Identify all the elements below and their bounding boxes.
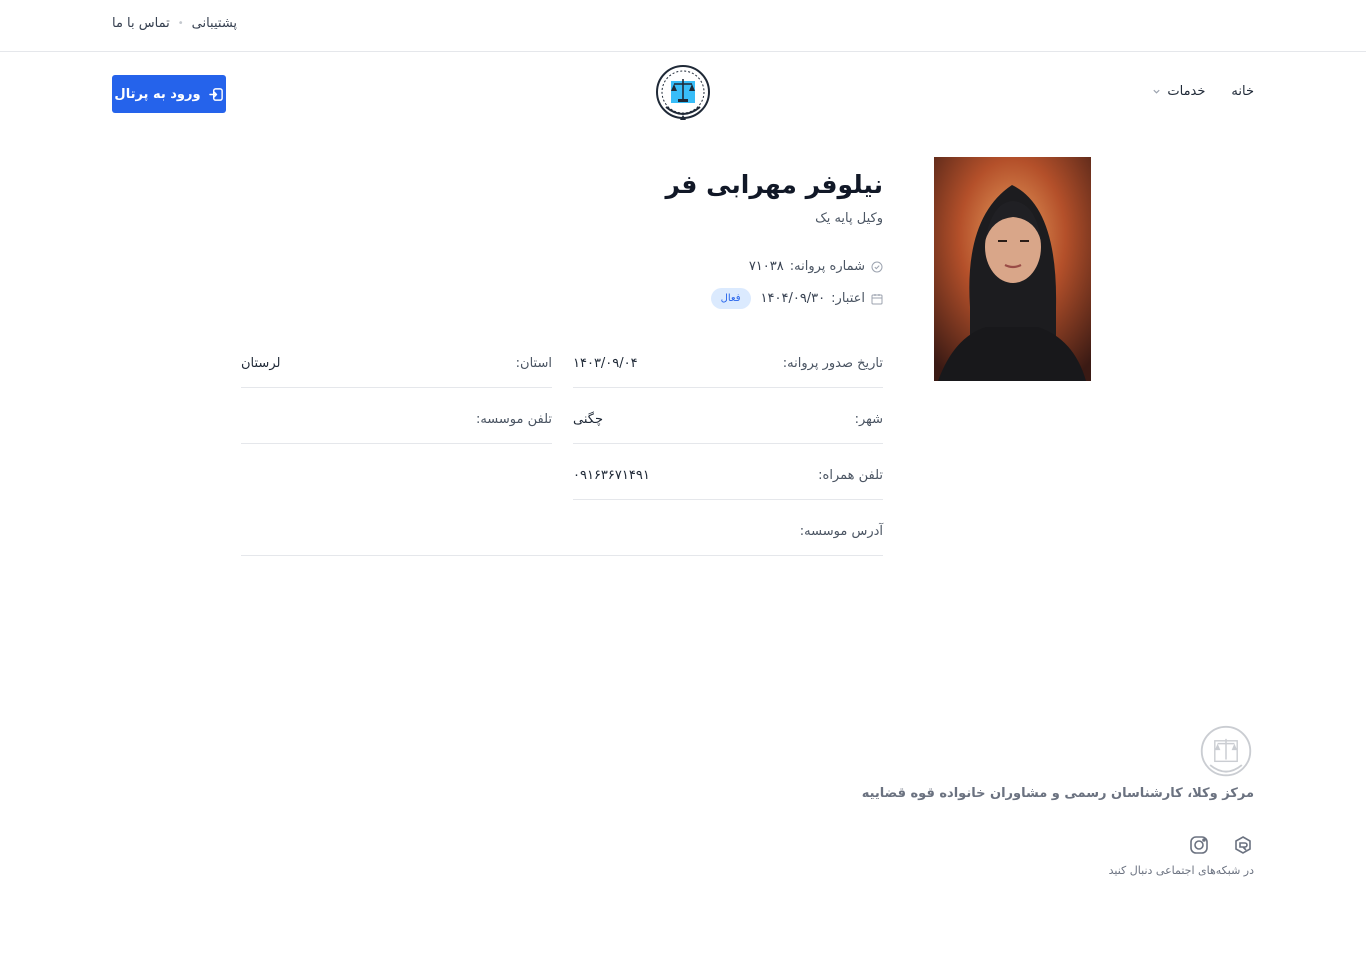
city-value: چگنی	[573, 412, 603, 427]
field-address	[241, 500, 883, 556]
mobile-label: تلفن همراه:	[818, 468, 883, 483]
contact-link[interactable]: تماس با ما	[112, 16, 170, 31]
separator-dot: •	[177, 18, 184, 29]
status-badge: فعال	[711, 288, 751, 309]
calendar-icon	[871, 293, 883, 305]
field-province	[241, 332, 552, 388]
mobile-value: ۰۹۱۶۳۶۷۱۴۹۱	[573, 468, 650, 483]
lawyer-name: نیلوفر مهرابی فر	[665, 170, 883, 199]
field-issue-date	[573, 332, 883, 388]
validity-date: ۱۴۰۴/۰۹/۳۰	[760, 291, 826, 306]
top-links	[112, 16, 237, 31]
chevron-down-icon	[1152, 87, 1161, 96]
top-bar	[0, 0, 1366, 52]
portal-login-button[interactable]	[112, 75, 226, 113]
judiciary-logo[interactable]	[654, 63, 712, 123]
nav-services-label: خدمات	[1167, 84, 1206, 99]
field-city	[573, 388, 883, 444]
address-label: آدرس موسسه:	[799, 524, 883, 539]
lawyer-photo	[934, 157, 1091, 381]
validity-row	[711, 288, 883, 309]
province-label: استان:	[515, 356, 552, 371]
province-value: لرستان	[241, 356, 281, 371]
social-links	[1188, 834, 1254, 856]
nav-services[interactable]	[1152, 84, 1205, 99]
portal-button-label: ورود به پرتال	[114, 86, 201, 102]
issue-date-value: ۱۴۰۳/۰۹/۰۴	[573, 356, 638, 371]
footer-title: مرکز وکلا، کارشناسان رسمی و مشاوران خانواده قوه قضاییه	[861, 786, 1254, 801]
login-icon	[209, 87, 224, 102]
instagram-icon[interactable]	[1188, 834, 1210, 856]
rubika-icon[interactable]	[1232, 834, 1254, 856]
check-circle-icon	[871, 261, 883, 273]
license-row	[749, 259, 883, 274]
footer-logo	[1198, 724, 1254, 780]
main-nav	[1152, 84, 1254, 99]
license-label: شماره پروانه:	[789, 259, 865, 274]
issue-date-label: تاریخ صدور پروانه:	[782, 356, 883, 371]
field-office-phone	[241, 388, 552, 444]
nav-home[interactable]: خانه	[1231, 84, 1254, 99]
support-link[interactable]: پشتیبانی	[191, 16, 238, 31]
city-label: شهر:	[854, 412, 883, 427]
license-number: ۷۱۰۳۸	[748, 259, 784, 274]
lawyer-rank: وکیل پایه یک	[815, 211, 883, 226]
office-phone-label: تلفن موسسه:	[475, 412, 552, 427]
validity-label: اعتبار:	[831, 291, 865, 306]
field-mobile	[573, 444, 883, 500]
social-note: در شبکه‌های اجتماعی دنبال کنید	[1108, 864, 1254, 877]
